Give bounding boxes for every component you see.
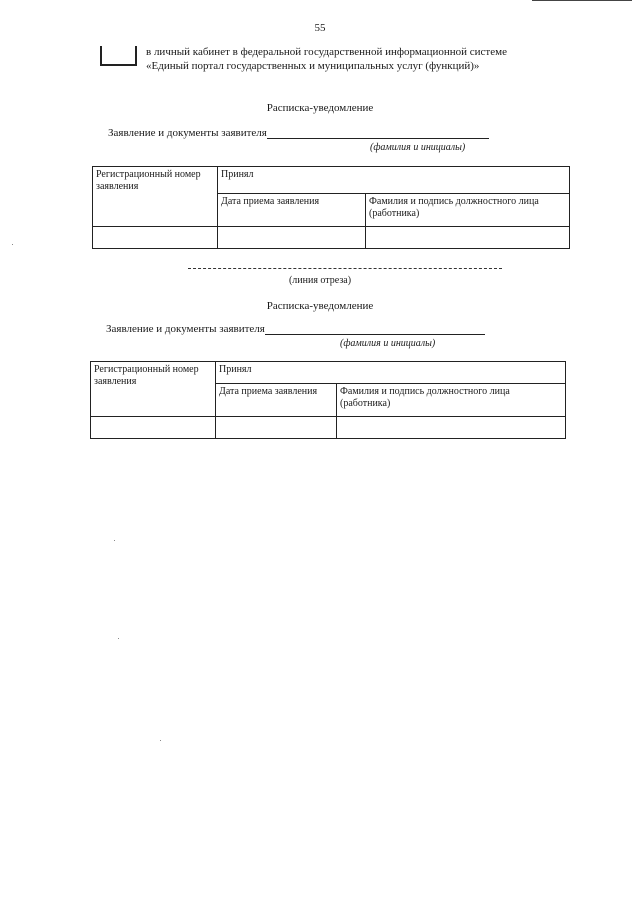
receipt-1-date-cell[interactable] [218, 227, 366, 249]
receipt-2-title: Расписка-уведомление [266, 300, 374, 312]
receipt-2-applicant-label: Заявление и документы заявителя [106, 323, 265, 335]
cut-line-caption: (линия отреза) [288, 275, 352, 286]
receipt-2-table [90, 361, 566, 439]
receipt-1-officer-cell[interactable] [366, 227, 570, 249]
page-number: 55 [314, 22, 326, 34]
cut-line [188, 268, 502, 269]
receipt-1-date-header: Дата приема заявления [218, 194, 366, 227]
receipt-2-applicant-line [106, 323, 485, 335]
option-checkbox[interactable] [100, 46, 137, 66]
receipt-2-accepted-header: Принял [216, 362, 566, 384]
receipt-1-applicant-field[interactable] [267, 127, 489, 139]
scan-speck [160, 740, 161, 741]
receipt-2-officer-header: Фамилия и подпись должностного лица (работника) [337, 384, 566, 417]
receipt-1-reg-number-header: Регистрационный номер заявления [93, 167, 218, 227]
receipt-2-applicant-field[interactable] [265, 323, 485, 335]
receipt-1-reg-number-cell[interactable] [93, 227, 218, 249]
receipt-2-reg-number-cell[interactable] [91, 417, 216, 439]
receipt-2-reg-number-header: Регистрационный номер заявления [91, 362, 216, 417]
receipt-2-officer-cell[interactable] [337, 417, 566, 439]
receipt-2-applicant-hint: (фамилия и инициалы) [340, 338, 436, 349]
receipt-1-applicant-hint: (фамилия и инициалы) [370, 142, 466, 153]
corner-scan-mark [532, 0, 632, 1]
receipt-1-title: Расписка-уведомление [266, 102, 374, 114]
receipt-1-officer-header: Фамилия и подпись должностного лица (работника) [366, 194, 570, 227]
option-text: в личный кабинет в федеральной государственной информационной системе «Единый портал государственных и муниципальных услуг (функций)» [146, 46, 507, 72]
receipt-1-table [92, 166, 570, 249]
receipt-2-date-header: Дата приема заявления [216, 384, 337, 417]
scan-speck [114, 540, 115, 541]
receipt-1-applicant-line [108, 127, 489, 139]
scan-speck [118, 638, 119, 639]
receipt-1-accepted-header: Принял [218, 167, 570, 194]
receipt-2-date-cell[interactable] [216, 417, 337, 439]
receipt-1-applicant-label: Заявление и документы заявителя [108, 127, 267, 139]
scan-speck [12, 244, 13, 245]
